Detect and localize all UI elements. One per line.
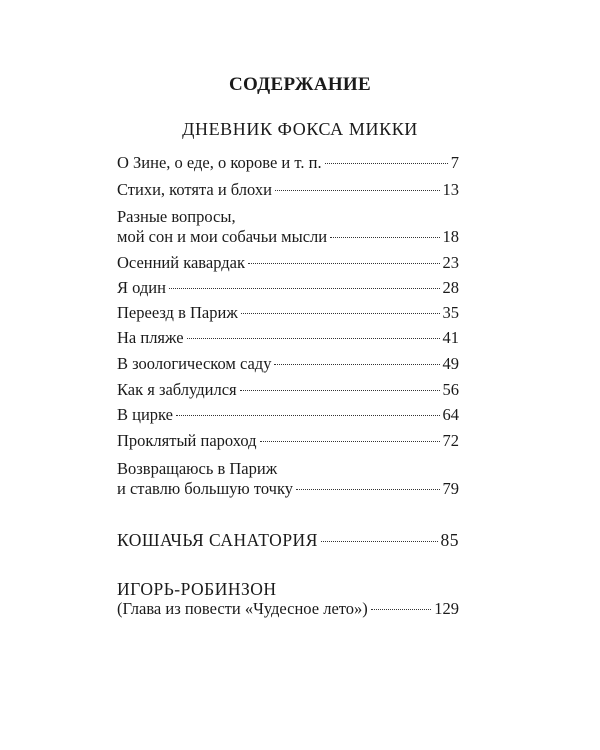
entry-title: и ставлю большую точку <box>117 479 294 498</box>
entry-page: 41 <box>442 328 459 347</box>
toc-section-entry <box>117 530 459 550</box>
entry-title: Я один <box>117 278 166 297</box>
dot-leader <box>241 313 440 314</box>
dot-leader <box>169 288 440 289</box>
toc-entry <box>117 431 459 451</box>
entry-title: В зоологическом саду <box>117 354 272 373</box>
entry-title: Переезд в Париж <box>117 303 238 322</box>
dot-leader <box>240 390 440 391</box>
entry-title: Как я заблудился <box>117 380 237 399</box>
entry-title: На пляже <box>117 328 184 347</box>
toc-entry <box>117 354 459 374</box>
entry-page: 18 <box>442 227 459 246</box>
entry-title: мой сон и мои собачьи мысли <box>117 227 328 246</box>
toc-entry <box>117 278 459 298</box>
dot-leader <box>274 364 439 365</box>
entry-title-line1: Возвращаюсь в Париж <box>117 459 278 478</box>
entry-page: 13 <box>442 180 459 199</box>
entry-title: Стихи, котята и блохи <box>117 180 272 199</box>
entry-title-line1: Разные вопросы, <box>117 207 236 226</box>
entry-page: 7 <box>450 153 459 172</box>
section-title-igor: ИГОРЬ-РОБИНЗОН <box>117 579 277 599</box>
toc-entry <box>117 459 459 499</box>
entry-page: 72 <box>442 431 459 450</box>
dot-leader <box>275 190 440 191</box>
entry-page: 129 <box>434 599 459 618</box>
toc-entry <box>117 380 459 400</box>
entry-page: 85 <box>440 530 459 550</box>
dot-leader <box>296 489 439 490</box>
toc-entry <box>117 153 459 173</box>
entry-title: (Глава из повести «Чудесное лето») <box>117 599 368 618</box>
toc-entry <box>117 303 459 323</box>
entry-title: В цирке <box>117 405 173 424</box>
dot-leader <box>371 609 431 610</box>
entry-page: 64 <box>442 405 459 424</box>
section-title-cats: КОШАЧЬЯ САНАТОРИЯ <box>117 530 318 550</box>
section-title-diary: ДНЕВНИК ФОКСА МИККИ <box>182 119 418 139</box>
toc-entry <box>117 180 459 200</box>
entry-title: Проклятый пароход <box>117 431 257 450</box>
entry-title: Осенний кавардак <box>117 253 245 272</box>
toc-entry <box>117 405 459 425</box>
dot-leader <box>176 415 440 416</box>
dot-leader <box>330 237 439 238</box>
toc-entry <box>117 328 459 348</box>
entry-page: 28 <box>442 278 459 297</box>
entry-page: 23 <box>442 253 459 272</box>
dot-leader <box>325 163 448 164</box>
dot-leader <box>321 541 438 542</box>
page-title: СОДЕРЖАНИЕ <box>229 74 371 95</box>
dot-leader <box>260 441 440 442</box>
toc-section-entry <box>117 579 459 619</box>
entry-page: 79 <box>442 479 459 498</box>
entry-page: 35 <box>442 303 459 322</box>
entry-page: 49 <box>442 354 459 373</box>
toc-entry <box>117 207 459 247</box>
dot-leader <box>248 263 440 264</box>
entry-title: О Зине, о еде, о корове и т. п. <box>117 153 322 172</box>
dot-leader <box>187 338 440 339</box>
toc-entry <box>117 253 459 273</box>
entry-page: 56 <box>442 380 459 399</box>
